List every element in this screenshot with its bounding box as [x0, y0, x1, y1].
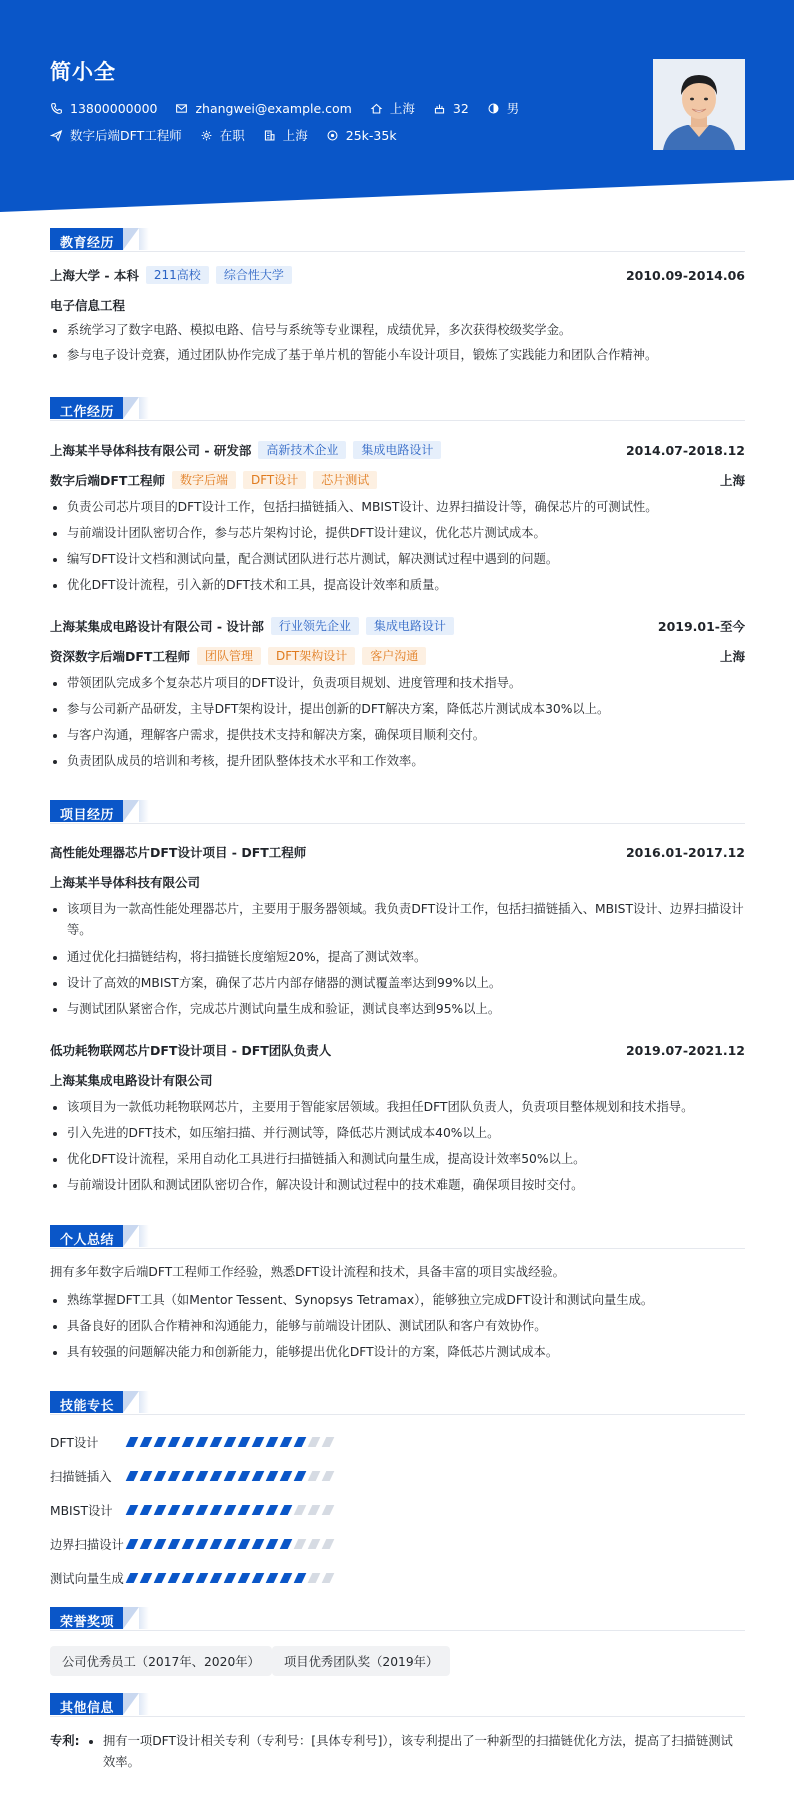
skill-segment-empty: [294, 1539, 307, 1549]
email-item: [175, 101, 351, 116]
school-name: 上海大学 - 本科: [50, 268, 139, 283]
section-title-skills: 技能专长: [50, 1391, 123, 1413]
education-section: [50, 228, 745, 252]
summary-section: [50, 1225, 745, 1249]
skill-segment-filled: [238, 1539, 251, 1549]
work-city-item: [263, 126, 308, 144]
section-header: [50, 228, 745, 252]
section-header: [50, 397, 745, 421]
skill-segment-empty: [322, 1471, 335, 1481]
project-company: 上海某集成电路设计有限公司: [50, 1073, 213, 1088]
skill-segment-filled: [126, 1471, 139, 1481]
project-row: [50, 1041, 745, 1059]
skill-segment-filled: [238, 1505, 251, 1515]
skill-name: MBIST设计: [50, 1504, 113, 1518]
skill-segment-empty: [308, 1471, 321, 1481]
job-intent-row: [50, 126, 415, 144]
skill-segment-empty: [308, 1573, 321, 1583]
skill-segment-empty: [294, 1505, 307, 1515]
award-chip: 项目优秀团队奖（2019年）: [272, 1646, 450, 1676]
gear-icon: [200, 129, 213, 142]
company-tag: 高新技术企业: [258, 441, 346, 459]
company-name: 上海某集成电路设计有限公司 - 设计部: [50, 619, 264, 634]
list-item: 负责团队成员的培训和考核，提升团队整体技术水平和工作效率。: [50, 751, 745, 772]
skill-segment-empty: [308, 1505, 321, 1515]
project-company: 上海某半导体科技有限公司: [50, 875, 201, 890]
skill-name: 扫描链插入: [50, 1470, 112, 1484]
skill-segment-filled: [168, 1505, 181, 1515]
skill-segment-filled: [182, 1505, 195, 1515]
work-location: 上海: [719, 649, 745, 664]
patent-label: 专利:: [50, 1734, 80, 1748]
list-item: 优化DFT设计流程，引入新的DFT技术和工具，提高设计效率和质量。: [50, 575, 745, 596]
other-section: [50, 1693, 745, 1717]
section-title-awards: 荣誉奖项: [50, 1607, 123, 1629]
money-icon: [326, 129, 339, 142]
project-title: 高性能处理器芯片DFT设计项目 - DFT工程师: [50, 845, 307, 860]
section-title-work: 工作经历: [50, 397, 123, 419]
skill-segment-filled: [140, 1505, 153, 1515]
company-row: [50, 617, 745, 635]
skill-segment-filled: [182, 1471, 195, 1481]
role-tag: 客户沟通: [362, 647, 426, 665]
list-item: 参与电子设计竞赛，通过团队协作完成了基于单片机的智能小车设计项目，锻炼了实践能力和团队合作精神。: [50, 345, 745, 366]
age-item: [433, 101, 469, 116]
project-title: 低功耗物联网芯片DFT设计项目 - DFT团队负责人: [50, 1043, 332, 1058]
building-icon: [263, 129, 276, 142]
skill-segment-empty: [322, 1437, 335, 1447]
skill-name: 测试向量生成: [50, 1572, 124, 1586]
skill-segment-filled: [210, 1505, 223, 1515]
school-tag: 综合性大学: [216, 266, 292, 284]
skill-segment-empty: [322, 1539, 335, 1549]
role-name: 数字后端DFT工程师: [50, 473, 165, 488]
list-item: 与前端设计团队密切合作，参与芯片架构讨论，提供DFT设计建议，优化芯片测试成本。: [50, 523, 745, 544]
projects-body: [50, 843, 745, 1193]
school-tag: 211高校: [146, 266, 209, 284]
skill-segment-empty: [308, 1437, 321, 1447]
list-item: 引入先进的DFT技术，如压缩扫描、并行测试等，降低芯片测试成本40%以上。: [50, 1123, 745, 1144]
role-tag: DFT架构设计: [268, 647, 355, 665]
skill-segment-filled: [182, 1437, 195, 1447]
skill-segment-filled: [252, 1505, 265, 1515]
skill-segment-filled: [168, 1539, 181, 1549]
work-city-text: 上海: [282, 128, 308, 143]
skills-section: [50, 1391, 745, 1415]
skill-segment-filled: [154, 1539, 167, 1549]
send-icon: [50, 129, 63, 142]
skill-segment-filled: [168, 1471, 181, 1481]
skill-segment-filled: [266, 1539, 279, 1549]
skill-segment-filled: [168, 1437, 181, 1447]
avatar: [653, 59, 745, 150]
education-period: 2010.09-2014.06: [625, 267, 745, 283]
city-item: [370, 99, 415, 117]
skill-segment-filled: [210, 1539, 223, 1549]
list-item: 通过优化扫描链结构，将扫描链长度缩短20%，提高了测试效率。: [50, 947, 745, 968]
skill-name: 边界扫描设计: [50, 1538, 124, 1552]
skill-segment-filled: [224, 1539, 237, 1549]
skill-segment-filled: [154, 1505, 167, 1515]
list-item: 与客户沟通，理解客户需求，提供技术支持和解决方案，确保项目顺利交付。: [50, 725, 745, 746]
other-body: [50, 1731, 745, 1781]
role-tag: DFT设计: [243, 471, 306, 489]
gender-item: [487, 99, 520, 117]
skill-segment-filled: [140, 1471, 153, 1481]
list-item: 系统学习了数字电路、模拟电路、信号与系统等专业课程，成绩优异，多次获得校级奖学金。: [50, 320, 745, 341]
section-header: [50, 1391, 745, 1415]
work-location: 上海: [719, 473, 745, 488]
project-row: [50, 843, 745, 861]
age-text: 32: [452, 100, 469, 116]
work-section: [50, 397, 745, 421]
skill-segment-filled: [266, 1437, 279, 1447]
list-item: 负责公司芯片项目的DFT设计工作，包括扫描链插入、MBIST设计、边界扫描设计等，确保芯片的可测试性。: [50, 497, 745, 518]
skill-level-bar: [128, 1437, 338, 1447]
list-item: 与测试团队紧密合作，完成芯片测试向量生成和验证，测试良率达到95%以上。: [50, 999, 745, 1020]
major-name: 电子信息工程: [50, 298, 126, 313]
skill-segment-filled: [210, 1573, 223, 1583]
project-period: 2019.07-2021.12: [625, 1042, 745, 1058]
skill-segment-filled: [154, 1471, 167, 1481]
list-item: 该项目为一款高性能处理器芯片，主要用于服务器领域。我负责DFT设计工作，包括扫描链插入、MBIST设计、边界扫描设计等。: [50, 899, 745, 941]
skill-segment-filled: [224, 1573, 237, 1583]
gender-text: 男: [506, 101, 520, 116]
list-item: 该项目为一款低功耗物联网芯片，主要用于智能家居领域。我担任DFT团队负责人，负责项目整体规划和技术指导。: [50, 1097, 745, 1118]
skill-segment-filled: [126, 1437, 139, 1447]
city-text: 上海: [389, 101, 415, 116]
projects-section: [50, 800, 745, 824]
skill-level-bar: [128, 1573, 338, 1583]
work-period: 2014.07-2018.12: [625, 442, 745, 458]
skill-segment-filled: [196, 1471, 209, 1481]
list-item: 具有较强的问题解决能力和创新能力，能够提出优化DFT设计的方案，降低芯片测试成本。: [50, 1342, 745, 1363]
summary-intro: 拥有多年数字后端DFT工程师工作经验，熟悉DFT设计流程和技术，具备丰富的项目实战经验。: [50, 1265, 565, 1279]
list-item: 熟练掌握DFT工具（如Mentor Tessent、Synopsys Tetramax），能够独立完成DFT设计和测试向量生成。: [50, 1290, 745, 1311]
skill-segment-filled: [140, 1573, 153, 1583]
status-item: [200, 126, 245, 144]
skill-segment-filled: [224, 1471, 237, 1481]
award-chip: 公司优秀员工（2017年、2020年）: [50, 1646, 272, 1676]
skill-segment-filled: [126, 1539, 139, 1549]
skill-segment-filled: [294, 1573, 307, 1583]
section-title-summary: 个人总结: [50, 1225, 123, 1247]
role-row: [50, 647, 745, 665]
skill-segment-filled: [126, 1505, 139, 1515]
skill-segment-filled: [182, 1539, 195, 1549]
project-company-row: [50, 873, 745, 891]
skill-segment-filled: [238, 1437, 251, 1447]
skill-segment-filled: [252, 1471, 265, 1481]
skill-segment-filled: [182, 1573, 195, 1583]
list-item: 带领团队完成多个复杂芯片项目的DFT设计，负责项目规划、进度管理和技术指导。: [50, 673, 745, 694]
skill-row: [50, 1433, 745, 1451]
list-item: 具备良好的团队合作精神和沟通能力，能够与前端设计团队、测试团队和客户有效协作。: [50, 1316, 745, 1337]
section-title-education: 教育经历: [50, 228, 123, 250]
skill-segment-filled: [280, 1573, 293, 1583]
phone-item: [50, 101, 157, 116]
skill-segment-filled: [238, 1471, 251, 1481]
company-tag: 行业领先企业: [271, 617, 359, 635]
role-row: [50, 471, 745, 489]
skill-segment-filled: [266, 1471, 279, 1481]
skill-segment-filled: [252, 1573, 265, 1583]
company-tag: 集成电路设计: [353, 441, 441, 459]
education-body: [50, 266, 745, 386]
contact-row: [50, 99, 537, 117]
skill-segment-filled: [224, 1437, 237, 1447]
awards-body: [50, 1646, 745, 1678]
skill-segment-filled: [154, 1437, 167, 1447]
skill-segment-filled: [140, 1539, 153, 1549]
section-title-projects: 项目经历: [50, 800, 123, 822]
section-header: [50, 1607, 745, 1631]
company-name: 上海某半导体科技有限公司 - 研发部: [50, 443, 252, 458]
skill-row: [50, 1535, 745, 1553]
work-period: 2019.01-至今: [657, 619, 745, 634]
skill-segment-filled: [266, 1573, 279, 1583]
section-title-other: 其他信息: [50, 1693, 123, 1715]
skill-segment-filled: [280, 1437, 293, 1447]
avatar-photo: [653, 59, 745, 150]
section-header: [50, 800, 745, 824]
role-name: 资深数字后端DFT工程师: [50, 649, 190, 664]
cake-icon: [433, 102, 446, 115]
mail-icon: [175, 102, 188, 115]
skill-name: DFT设计: [50, 1436, 99, 1450]
skill-segment-filled: [252, 1539, 265, 1549]
skill-segment-filled: [280, 1539, 293, 1549]
salary-item: [326, 128, 397, 143]
salary-text: 25k-35k: [345, 127, 397, 143]
phone-text: 13800000000: [70, 100, 158, 116]
skill-row: [50, 1569, 745, 1587]
skill-segment-filled: [252, 1437, 265, 1447]
skill-row: [50, 1467, 745, 1485]
skill-segment-filled: [238, 1573, 251, 1583]
skill-segment-filled: [196, 1539, 209, 1549]
section-header: [50, 1225, 745, 1249]
skill-segment-filled: [224, 1505, 237, 1515]
skill-segment-filled: [140, 1437, 153, 1447]
candidate-name: 简小全: [50, 60, 116, 84]
patent-text: 拥有一项DFT设计相关专利（专利号：[具体专利号]），该专利提出了一种新型的扫描链优化方法，提高了扫描链测试效率。: [86, 1731, 745, 1773]
gender-icon: [487, 102, 500, 115]
skill-segment-empty: [322, 1505, 335, 1515]
skill-segment-filled: [210, 1437, 223, 1447]
list-item: 编写DFT设计文档和测试向量，配合测试团队进行芯片测试，解决测试过程中遇到的问题。: [50, 549, 745, 570]
skill-level-bar: [128, 1539, 338, 1549]
skill-segment-filled: [210, 1471, 223, 1481]
skill-segment-empty: [308, 1539, 321, 1549]
company-tag: 集成电路设计: [366, 617, 454, 635]
skill-segment-filled: [196, 1505, 209, 1515]
email-text: zhangwei@example.com: [195, 100, 352, 116]
list-item: 与前端设计团队和测试团队密切合作，解决设计和测试过程中的技术难题，确保项目按时交付。: [50, 1175, 745, 1196]
education-header-row: [50, 266, 745, 284]
project-company-row: [50, 1071, 745, 1089]
skill-segment-empty: [322, 1573, 335, 1583]
skill-segment-filled: [280, 1505, 293, 1515]
skills-body: [50, 1433, 745, 1593]
list-item: 优化DFT设计流程，采用自动化工具进行扫描链插入和测试向量生成，提高设计效率50%以上。: [50, 1149, 745, 1170]
skill-level-bar: [128, 1471, 338, 1481]
skill-segment-filled: [280, 1471, 293, 1481]
summary-body: [50, 1262, 745, 1372]
status-text: 在职: [219, 128, 245, 143]
position-item: [50, 126, 182, 144]
awards-section: [50, 1607, 745, 1631]
skill-segment-filled: [154, 1573, 167, 1583]
skill-segment-filled: [266, 1505, 279, 1515]
major-row: [50, 296, 745, 314]
role-tag: 团队管理: [197, 647, 261, 665]
skill-segment-filled: [196, 1437, 209, 1447]
role-tag: 数字后端: [172, 471, 236, 489]
position-text: 数字后端DFT工程师: [70, 128, 182, 143]
home-icon: [370, 102, 383, 115]
skill-row: [50, 1501, 745, 1519]
skill-segment-filled: [294, 1437, 307, 1447]
phone-icon: [50, 102, 63, 115]
project-period: 2016.01-2017.12: [625, 844, 745, 860]
list-item: 设计了高效的MBIST方案，确保了芯片内部存储器的测试覆盖率达到99%以上。: [50, 973, 745, 994]
skill-segment-filled: [126, 1573, 139, 1583]
company-row: [50, 441, 745, 459]
section-header: [50, 1693, 745, 1717]
skill-segment-filled: [294, 1471, 307, 1481]
skill-level-bar: [128, 1505, 338, 1515]
work-body: [50, 441, 745, 791]
skill-segment-filled: [196, 1573, 209, 1583]
list-item: 参与公司新产品研发，主导DFT架构设计，提出创新的DFT解决方案，降低芯片测试成本30%以上。: [50, 699, 745, 720]
skill-segment-filled: [168, 1573, 181, 1583]
role-tag: 芯片测试: [313, 471, 377, 489]
